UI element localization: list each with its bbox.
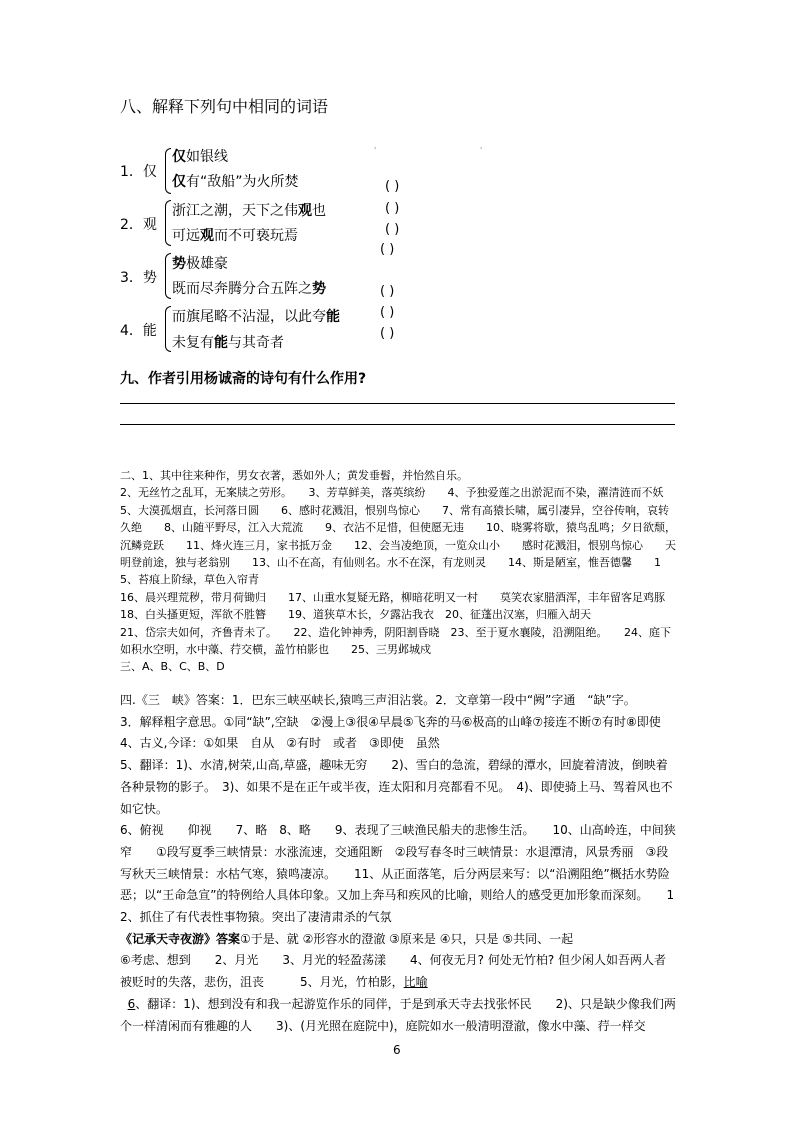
answer-paragraph: 2、无丝竹之乱耳，无案牍之劳形。 3、芳草鲜美，落英缤纷 4、予独爱莲之出淤泥而不染，濯清涟而不妖 5、大漠孤烟直，长河落日圆 6、感时花溅泪，恨别鸟惊心 7、常有高猿长啸，属引凄异，空谷传响，哀转久绝 8、山随平野尽，江入大荒流 9、衣沾不足惜，但使愿无违 10、晓雾将歇，猿鸟乱鸣；夕日欲颓，沉鳞竞跃 11、烽火连三月，家书抵万金 12、会当凌绝顶，一览众山小 感时花溅泪，恨别鸟惊心 天明登前途，独与老翁别 13、山不在高，有仙则名。水不在深，有龙则灵 14、斯是陋室，惟吾德馨 15、苔痕上阶绿，草色入帘青 bbox=[120, 486, 686, 587]
answer-line[interactable] bbox=[120, 424, 675, 425]
answer-paren[interactable]: ( ) bbox=[385, 222, 400, 237]
answer-paragraph: 6、俯视 仰视 7、略 8、略 9、表现了三峡渔民船夫的悲惨生活。 10、山高岭连，中间狭窄 ①段写夏季三峡情景：水涨流速，交通阻断 ②段写春冬时三峡情景：水退潭清，风景秀丽 ③段写秋天三峡情景：水枯气寒，猿鸣凄凉。 11、从正面落笔，后分两层来写：以“沿溯阻绝”概括水势险恶；以“王命急宣”的特例给人具体印象。又加上奔马和疾风的比喻，则给人的感受更加形象而深刻。 12、抓住了有代表性事物猿。突出了凄清肃杀的气氛 bbox=[120, 823, 676, 925]
answer-paren[interactable]: ( ) bbox=[380, 284, 395, 299]
answer-paragraph: 16、晨兴理荒秽，带月荷锄归 17、山重水复疑无路，柳暗花明又一村 莫笑农家腊酒浑，丰年留客足鸡豚 18、白头搔更短，浑欲不胜簪 19、道狭草木长，夕露沾我衣 20、征蓬出汉塞，归雁入胡天 bbox=[120, 590, 687, 622]
answer-paragraph: 二、1、其中往来种作，男女衣著，悉如外人；黄发垂髫，并怡然自乐。 bbox=[120, 469, 468, 482]
answer-paren[interactable]: ( ) bbox=[380, 326, 395, 341]
item3-label: 3．势 bbox=[120, 270, 157, 286]
page-number: 6 bbox=[393, 1043, 401, 1057]
item3-line2: 既而尽奔腾分合五阵之势 bbox=[172, 281, 326, 297]
item4-label: 4．能 bbox=[120, 323, 157, 339]
answer-paragraph: 三、A、B、C、B、D bbox=[120, 660, 225, 674]
item4-line1: 而旗尾略不沾湿，以此夸能 bbox=[172, 309, 340, 325]
item2-label: 2．观 bbox=[120, 217, 157, 233]
section9-title: 九、作者引用杨诚斋的诗句有什么作用? bbox=[120, 371, 367, 387]
item2-line1: 浙江之潮，天下之伟观也 bbox=[172, 203, 326, 219]
item1-label: 1．仅 bbox=[120, 164, 157, 180]
tick-mark: ' bbox=[480, 146, 483, 155]
brace-2 bbox=[165, 200, 171, 246]
answer-paragraph: 5、翻译：1)、水清,树荣,山高,草盛，趣味无穷 2)、雪白的急流，碧绿的潭水，回旋着清波，倒映着各种景物的影子。 3)、如果不是在正午或半夜，连太阳和月亮都看不见。 4)、即使骑上马、驾着风也不如它快。 bbox=[120, 758, 673, 816]
answer-paren[interactable]: ( ) bbox=[380, 305, 395, 320]
answer-paragraph: 四.《三 峡》答案：1．巴东三峡巫峡长,猿鸣三声泪沾裳。2．文章第一段中“阙”字通 “缺”字。 bbox=[120, 693, 636, 707]
section8-title: 八、解释下列句中相同的词语 bbox=[120, 97, 329, 116]
brace-4 bbox=[165, 306, 171, 352]
tick-mark: ' bbox=[374, 146, 377, 155]
brace-1 bbox=[165, 148, 171, 194]
item2-line2: 可远观而不可亵玩焉 bbox=[172, 228, 298, 244]
chengtian-line1: 《记承天寺夜游》答案①于是、就 ②形容水的澄澈 ③原来是 ④只，只是 ⑤共同、一起 bbox=[120, 931, 574, 946]
answer-line[interactable] bbox=[120, 403, 675, 404]
answer-paragraph: 3．解释粗字意思。①同“缺”,空缺 ②漫上③很④早晨⑤飞奔的马⑥极高的山峰⑦接连不断⑦有时⑧即使 bbox=[120, 714, 661, 729]
answer-paren[interactable]: ( ) bbox=[385, 179, 400, 194]
brace-3 bbox=[165, 253, 171, 299]
answer-paragraph: 21、岱宗夫如何，齐鲁青未了。 22、造化钟神秀，阴阳割昏晓 23、至于夏水襄陵，沿溯阻绝。 24、庭下如积水空明，水中藻、荇交横，盖竹柏影也 25、三男邺城戍 bbox=[120, 625, 671, 657]
item3-line1: 势极雄豪 bbox=[172, 256, 228, 272]
answers-large-block bbox=[120, 690, 691, 1037]
answer-paren[interactable]: ( ) bbox=[380, 242, 395, 257]
item4-line2: 未复有能与其奇者 bbox=[172, 335, 284, 351]
answers-small-block bbox=[120, 467, 687, 676]
item1-line1: 仅如银线 bbox=[172, 149, 228, 165]
answer-paren[interactable]: ( ) bbox=[385, 201, 400, 216]
chengtian-line2: ⑥考虑、想到 2、月光 3、月光的轻盈荡漾 4、何夜无月? 何处无竹柏? 但少闲人如吾两人者 被贬时的失落，悲伤，沮丧 5、月光，竹柏影，比喻 bbox=[120, 953, 691, 990]
answer-paragraph: 4、古义,今译：①如果 自从 ②有时 或者 ③即使 虽然 bbox=[120, 736, 440, 751]
chengtian-line3: 6、翻译：1)、想到没有和我一起游览作乐的同伴，于是到承天寺去找张怀民 2)、只是缺少像我们两个一样清闲而有雅趣的人 3)、(月光照在庭院中)，庭院如水一般清明澄澈，像水中藻、荇一样交 bbox=[120, 996, 676, 1033]
item1-line2: 仅有“敌船”为火所焚 bbox=[172, 174, 299, 190]
